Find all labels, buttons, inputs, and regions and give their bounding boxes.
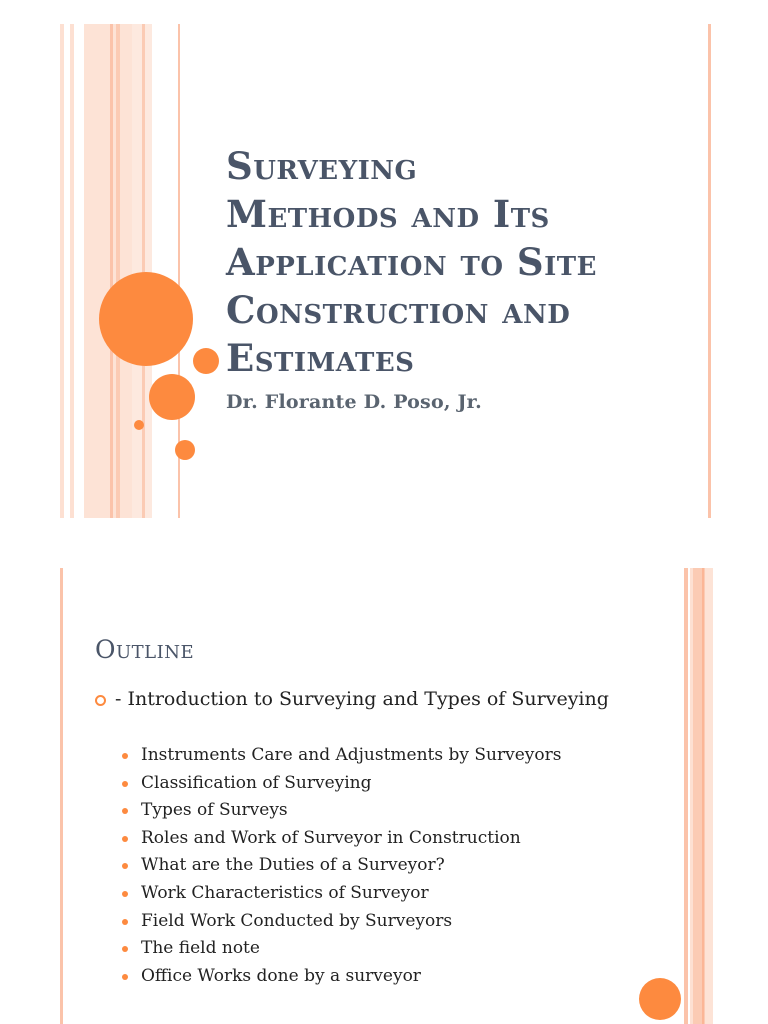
list-item-text: Instruments Care and Adjustments by Surveyors <box>141 745 562 765</box>
list-item <box>122 852 561 880</box>
decorative-stripe <box>60 24 64 518</box>
decorative-circle <box>149 374 195 420</box>
author-name: Dr. Florante D. Poso, Jr. <box>226 391 482 413</box>
dot-bullet-icon <box>122 808 128 814</box>
list-item <box>122 742 561 770</box>
list-item <box>122 880 561 908</box>
decorative-stripe <box>84 24 132 518</box>
list-item <box>122 908 561 936</box>
decorative-stripe <box>110 24 113 518</box>
outline-sub-list <box>122 742 561 990</box>
decorative-circle <box>193 348 219 374</box>
title-line: Methods and Its <box>226 192 550 236</box>
decorative-stripe <box>708 24 711 518</box>
list-item <box>122 963 561 991</box>
list-item-text: Office Works done by a surveyor <box>141 965 421 986</box>
dot-bullet-icon <box>122 891 128 897</box>
decorative-circle <box>99 272 193 366</box>
dot-bullet-icon <box>122 836 128 842</box>
decorative-stripe <box>702 568 704 1024</box>
list-item <box>122 935 561 963</box>
decorative-stripe <box>116 24 120 518</box>
decorative-stripe <box>60 568 63 1024</box>
outline-main-item-text: - Introduction to Surveying and Types of Surveying <box>115 688 609 710</box>
dot-bullet-icon <box>122 781 128 787</box>
decorative-stripe <box>684 568 688 1024</box>
list-item <box>122 825 561 853</box>
list-item-text: Field Work Conducted by Surveyors <box>141 910 453 931</box>
outline-slide <box>60 568 713 1024</box>
dot-bullet-icon <box>122 946 128 952</box>
list-item-text: Classification of Surveying <box>141 772 372 793</box>
title-line: Surveying <box>226 144 418 188</box>
title-line: Construction and <box>226 288 571 332</box>
list-item-text: Work Characteristics of Surveyor <box>141 882 429 903</box>
title-line: Application to Site <box>226 240 597 284</box>
list-item-text: Types of Surveys <box>141 800 288 821</box>
decorative-stripe <box>70 24 74 518</box>
list-item-text: Roles and Work of Surveyor in Construction <box>141 827 521 848</box>
decorative-circle <box>175 440 195 460</box>
slide-title <box>226 142 696 382</box>
list-item <box>122 797 561 825</box>
outline-main-item <box>95 686 615 712</box>
dot-bullet-icon <box>122 974 128 980</box>
decorative-stripe <box>705 568 713 1024</box>
list-item-text: The field note <box>141 938 260 959</box>
decorative-circle <box>639 978 681 1020</box>
dot-bullet-icon <box>122 919 128 925</box>
decorative-stripe <box>142 24 145 518</box>
ring-bullet-icon <box>95 695 106 706</box>
dot-bullet-icon <box>122 863 128 869</box>
title-slide <box>60 24 713 518</box>
decorative-circle <box>134 420 144 430</box>
dot-bullet-icon <box>122 753 128 759</box>
list-item <box>122 770 561 798</box>
list-item-text: What are the Duties of a Surveyor? <box>141 855 445 876</box>
title-line: Estimates <box>226 336 415 380</box>
outline-heading: Outline <box>95 635 195 664</box>
